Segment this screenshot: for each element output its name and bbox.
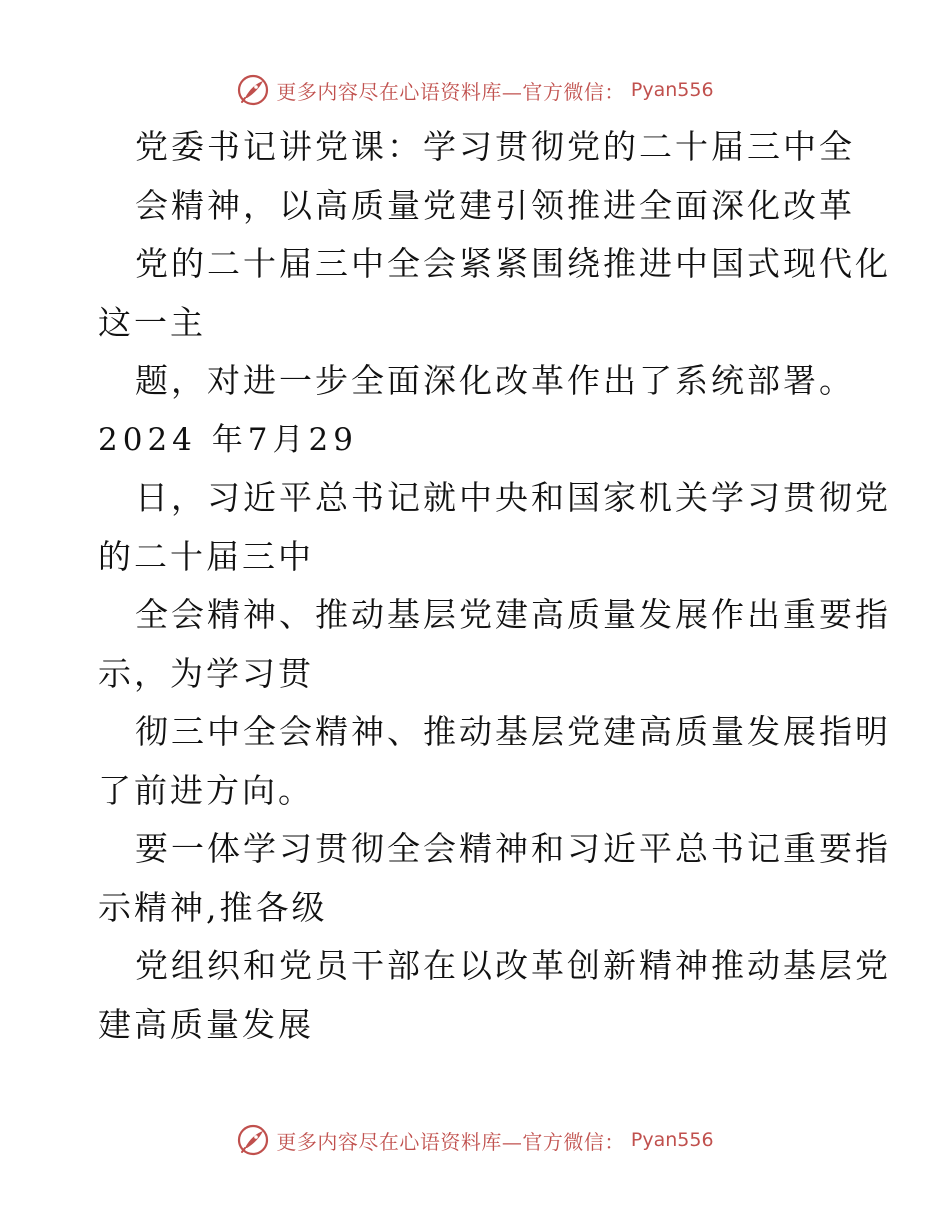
doc-line: 题，对进一步全面深化改革作出了系统部署。	[135, 361, 855, 400]
doc-line: 日，习近平总书记就中央和国家机关学习贯彻党	[135, 478, 891, 517]
doc-line: 这一主	[98, 302, 206, 342]
doc-line-date: 2024 年7月29	[98, 421, 358, 458]
quill-pen-logo-icon	[236, 73, 270, 107]
banner-text: 更多内容尽在心语资料库—官方微信：	[276, 1129, 625, 1154]
banner-wechat-id: Pyan556	[630, 79, 714, 101]
doc-line: 党的二十届三中全会紧紧围绕推进中国式现代化	[135, 244, 891, 283]
header-watermark-banner	[0, 70, 950, 110]
doc-line: 会精神，以高质量党建引领推进全面深化改革	[135, 185, 855, 225]
doc-line: 彻三中全会精神、推动基层党建高质量发展指明	[135, 712, 891, 751]
doc-line: 全会精神、推动基层党建高质量发展作出重要指	[135, 595, 891, 634]
banner-wechat-id: Pyan556	[630, 1129, 714, 1151]
doc-line: 党组织和党员干部在以改革创新精神推动基层党	[135, 946, 891, 985]
banner-text: 更多内容尽在心语资料库—官方微信：	[276, 79, 625, 104]
doc-line: 的二十届三中	[98, 536, 314, 576]
doc-line: 示，为学习贯	[98, 653, 314, 693]
doc-line: 党委书记讲党课：学习贯彻党的二十届三中全	[135, 127, 855, 166]
doc-line: 要一体学习贯彻全会精神和习近平总书记重要指	[135, 829, 891, 868]
doc-line: 建高质量发展	[98, 1004, 314, 1044]
document-body	[98, 118, 891, 1054]
doc-line: 示精神,推各级	[98, 887, 328, 927]
doc-line: 了前进方向。	[98, 770, 314, 810]
footer-watermark-banner	[0, 1120, 950, 1160]
quill-pen-logo-icon	[236, 1123, 270, 1157]
